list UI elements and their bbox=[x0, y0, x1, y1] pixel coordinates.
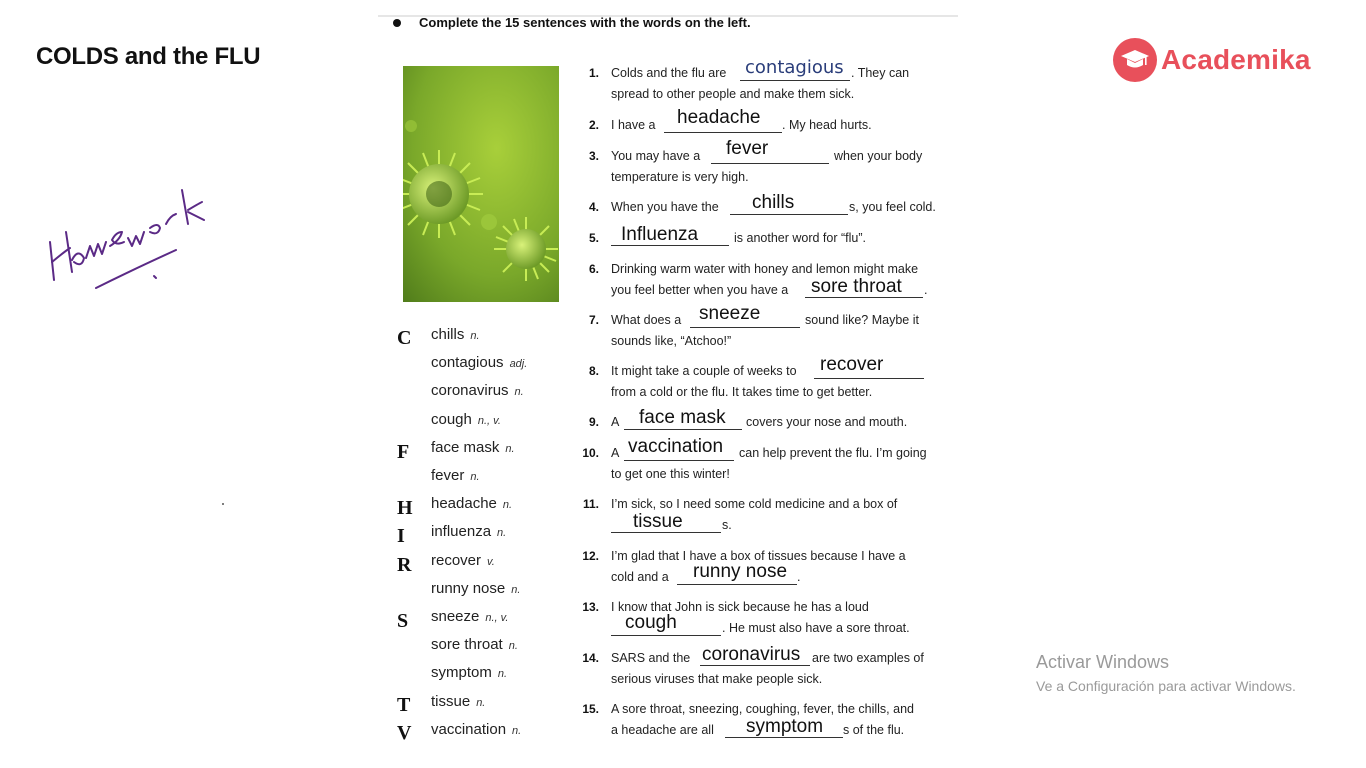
index-letter: H bbox=[397, 497, 413, 519]
sentence-number: 15. bbox=[582, 702, 599, 716]
answer-blank bbox=[677, 584, 797, 585]
filled-answer: fever bbox=[726, 138, 769, 159]
sentence-text: can help prevent the flu. I’m going bbox=[739, 446, 927, 460]
word-list-item bbox=[431, 354, 527, 371]
sentence-text: A sore throat, sneezing, coughing, fever, the chills, and bbox=[611, 702, 914, 716]
sentence-text: serious viruses that make people sick. bbox=[611, 672, 823, 686]
word: vaccination bbox=[431, 720, 507, 738]
part-of-speech: n. bbox=[505, 442, 515, 455]
sentence-number: 4. bbox=[588, 200, 599, 214]
sentence-text: cold and a bbox=[611, 570, 669, 584]
sentence-number: 14. bbox=[582, 651, 599, 665]
word: chills bbox=[431, 326, 465, 343]
word-list-item bbox=[431, 580, 520, 597]
filled-answer: tissue bbox=[633, 511, 683, 532]
answer-blank bbox=[624, 429, 742, 430]
index-letter: I bbox=[397, 525, 405, 547]
word: sore throat bbox=[431, 636, 503, 654]
sentence-text: I’m glad that I have a box of tissues because I have a bbox=[611, 549, 906, 563]
sentence-text: you feel better when you have a bbox=[611, 283, 789, 297]
index-letter: R bbox=[397, 554, 412, 576]
sentence-text: a headache are all bbox=[611, 723, 714, 737]
part-of-speech: n. bbox=[502, 499, 513, 512]
sentence-number: 8. bbox=[588, 364, 599, 378]
sentence-number: 9. bbox=[588, 415, 599, 429]
academika-logo bbox=[1113, 38, 1311, 82]
part-of-speech: n. bbox=[514, 386, 524, 399]
word-list-item bbox=[431, 636, 518, 653]
instruction bbox=[393, 15, 751, 30]
sentence-text: is another word for “flu”. bbox=[734, 231, 866, 245]
word-list-item bbox=[431, 467, 480, 484]
word-list-item bbox=[431, 411, 501, 428]
filled-answer: face mask bbox=[639, 407, 726, 428]
word: fever bbox=[431, 467, 465, 484]
word: headache bbox=[431, 495, 497, 513]
filled-answer: coronavirus bbox=[702, 644, 801, 665]
sentence-number: 1. bbox=[588, 66, 599, 80]
filled-answer: sneeze bbox=[699, 303, 761, 324]
sentence-number: 6. bbox=[588, 262, 599, 276]
word: recover bbox=[431, 551, 482, 569]
sentence-text: temperature is very high. bbox=[611, 170, 749, 184]
word: contagious bbox=[431, 354, 504, 372]
filled-answer: contagious bbox=[745, 57, 844, 78]
sentence-number: 12. bbox=[582, 549, 599, 563]
watermark-title: Activar Windows bbox=[1036, 652, 1170, 672]
sentence-text: A bbox=[611, 415, 620, 429]
word-list-item bbox=[431, 693, 485, 710]
sentence-text: I have a bbox=[611, 118, 656, 132]
filled-answer: symptom bbox=[746, 716, 824, 737]
part-of-speech: n. bbox=[470, 471, 480, 483]
answer-blank bbox=[730, 214, 848, 215]
sentence-text: It might take a couple of weeks to bbox=[611, 364, 797, 378]
instruction-text: Complete the 15 sentences with the words on the left. bbox=[419, 15, 751, 30]
sentence-number: 13. bbox=[582, 600, 599, 614]
sentence-text: . My head hurts. bbox=[782, 118, 872, 132]
windows-activation-watermark bbox=[1036, 652, 1296, 694]
filled-answer: cough bbox=[625, 612, 677, 633]
filled-answer: chills bbox=[752, 192, 795, 213]
brand-name: Academika bbox=[1161, 44, 1311, 75]
sentence-number: 5. bbox=[588, 231, 599, 245]
part-of-speech: adj. bbox=[509, 358, 528, 371]
answer-blank bbox=[740, 80, 850, 81]
word-list-item bbox=[431, 382, 524, 399]
index-letter: C bbox=[397, 327, 412, 349]
part-of-speech: n. bbox=[476, 696, 486, 709]
word-list-item bbox=[431, 608, 508, 625]
sentence-text: Colds and the flu are bbox=[611, 66, 727, 80]
page-title: COLDS and the FLU bbox=[36, 43, 261, 70]
index-letter: V bbox=[397, 722, 412, 744]
word-list-item bbox=[431, 721, 521, 738]
sentence-text: Drinking warm water with honey and lemon might make bbox=[611, 262, 919, 276]
sentence-text: sounds like, “Atchoo!” bbox=[611, 334, 732, 348]
word-list-item bbox=[431, 552, 495, 569]
word-list-item bbox=[431, 664, 507, 681]
graduation-cap-icon bbox=[1113, 38, 1157, 82]
virus-image bbox=[403, 66, 559, 302]
sentence-number: 2. bbox=[588, 118, 599, 132]
sentence-text: s, you feel cold. bbox=[849, 200, 936, 214]
sentence-number: 3. bbox=[588, 149, 599, 163]
filled-answer: runny nose bbox=[693, 561, 788, 582]
sentence-text: are two examples of bbox=[812, 651, 924, 665]
part-of-speech: v. bbox=[487, 555, 495, 568]
filled-answer: headache bbox=[677, 107, 761, 128]
homework-text: Homework bbox=[42, 180, 47, 181]
word: tissue bbox=[431, 692, 471, 710]
filled-answer: Influenza bbox=[621, 224, 699, 245]
word: sneeze bbox=[431, 608, 480, 625]
sentence-text: I’m sick, so I need some cold medicine and a box of bbox=[611, 497, 898, 511]
part-of-speech: n., v. bbox=[485, 612, 509, 624]
word: coronavirus bbox=[431, 382, 509, 400]
sentence-text: to get one this winter! bbox=[611, 467, 730, 481]
word: runny nose bbox=[431, 579, 506, 597]
sentence-text: s. bbox=[722, 518, 732, 532]
word: face mask bbox=[431, 438, 500, 456]
index-letter: F bbox=[397, 441, 410, 463]
sentence-number: 10. bbox=[582, 446, 599, 460]
sentence-text: What does a bbox=[611, 313, 682, 327]
sentence-text: You may have a bbox=[611, 149, 701, 163]
sentence-text: s of the flu. bbox=[843, 723, 905, 737]
word: influenza bbox=[431, 523, 492, 541]
part-of-speech: n. bbox=[511, 583, 521, 596]
part-of-speech: n. bbox=[497, 668, 508, 681]
answer-blank bbox=[624, 460, 734, 461]
sentence-text: when your body bbox=[834, 149, 923, 163]
word-list-item bbox=[431, 439, 515, 456]
word-list-item bbox=[431, 495, 512, 512]
sentence-number: 11. bbox=[582, 497, 599, 511]
word: cough bbox=[431, 410, 472, 428]
index-letter: S bbox=[397, 610, 409, 632]
stray-dot bbox=[222, 503, 224, 505]
word-list-item bbox=[431, 523, 506, 540]
part-of-speech: n. bbox=[497, 527, 507, 540]
sentence-text: I know that John is sick because he has a loud bbox=[611, 600, 869, 614]
bullet-icon bbox=[393, 19, 401, 27]
homework-handwriting bbox=[42, 180, 232, 290]
sentence-text: . They can bbox=[851, 66, 910, 80]
filled-answer: recover bbox=[820, 354, 884, 375]
answer-blank bbox=[690, 327, 800, 328]
sentence-number: 7. bbox=[588, 313, 599, 327]
part-of-speech: n. bbox=[508, 640, 518, 653]
answer-blank bbox=[814, 378, 924, 379]
filled-answer: sore throat bbox=[811, 276, 902, 297]
sentence-text: SARS and the bbox=[611, 651, 691, 665]
word-list-item bbox=[431, 326, 480, 343]
part-of-speech: n. bbox=[470, 330, 480, 342]
sentence-text: A bbox=[611, 446, 620, 460]
answer-blank bbox=[711, 163, 829, 164]
filled-answer: vaccination bbox=[628, 436, 724, 457]
sentence-text: When you have the bbox=[611, 200, 719, 214]
sentence-text: from a cold or the flu. It takes time to get better. bbox=[611, 385, 873, 399]
part-of-speech: n., v. bbox=[477, 414, 501, 427]
sentence-text: covers your nose and mouth. bbox=[746, 415, 908, 429]
sentence-text: . bbox=[797, 570, 801, 584]
sentence-text: spread to other people and make them sick. bbox=[611, 87, 855, 101]
sentence-text: . He must also have a sore throat. bbox=[722, 621, 910, 635]
sentence-text: sound like? Maybe it bbox=[805, 313, 919, 327]
answer-blank bbox=[611, 635, 721, 636]
part-of-speech: n. bbox=[512, 724, 522, 737]
index-letter: T bbox=[397, 694, 411, 716]
watermark-subtitle: Ve a Configuración para activar Windows. bbox=[1036, 678, 1296, 694]
sentence-text: . bbox=[924, 283, 928, 297]
word: symptom bbox=[431, 664, 492, 682]
answer-blank bbox=[664, 132, 782, 133]
